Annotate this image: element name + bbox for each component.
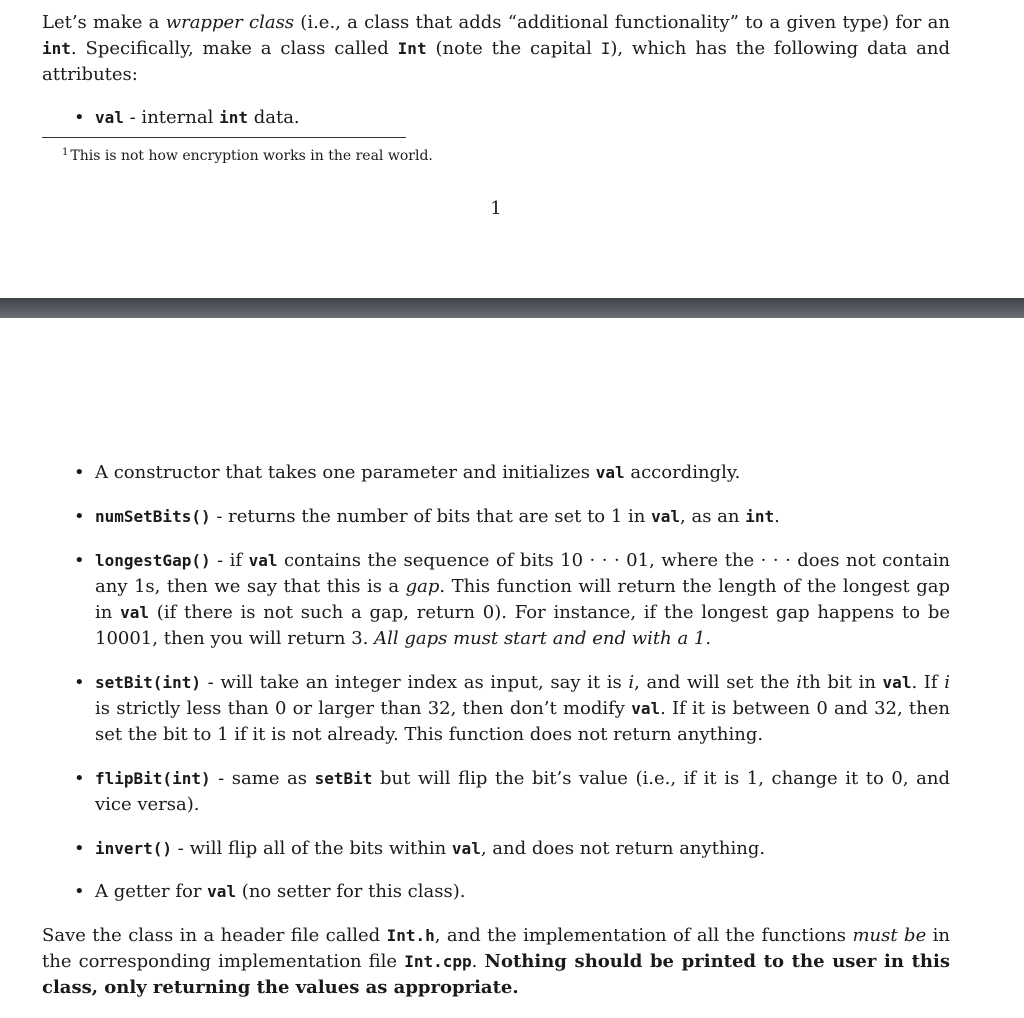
footnote: $^1$ This is not how encryption works in the real world. bbox=[62, 147, 433, 164]
bullet-getter: A getter for val (no setter for this class). bbox=[95, 881, 466, 902]
footnote-rule bbox=[42, 137, 406, 138]
bullet-longestgap: longestGap() - if val contains the sequence of bits 10 · · · 01, where the · · · does not contain any 1s, then we say that this is a gap. This function will return the length of the longest gap in val (if there is not such a gap, return 0). For instance, if the longest gap happens to be 10001, then you will return 3. All gaps must start and end with a 1. bbox=[95, 550, 950, 649]
bullet-flipbit: flipBit(int) - same as setBit but will flip the bit’s value (i.e., if it is 1, change it to 0, and vice versa). bbox=[95, 768, 950, 815]
bullet-marker: • bbox=[74, 881, 85, 902]
bullet-numsetbits: numSetBits() - returns the number of bits that are set to 1 in val, as an int. bbox=[95, 506, 780, 527]
bullet-marker: • bbox=[74, 550, 85, 571]
bullet-val: val - internal int data. bbox=[95, 107, 300, 128]
bullet-constructor: A constructor that takes one parameter and initializes val accordingly. bbox=[95, 462, 741, 483]
bullet-marker: • bbox=[74, 672, 85, 693]
bullet-marker: • bbox=[74, 838, 85, 859]
bullet-marker: • bbox=[74, 768, 85, 789]
bullet-marker: • bbox=[74, 107, 85, 128]
bullet-marker: • bbox=[74, 462, 85, 483]
page-bottom bbox=[0, 318, 1024, 1018]
intro-paragraph: Let’s make a wrapper class (i.e., a class that adds “additional functionality” to a given type) for an int. Specifically, make a class called Int (note the capital I), which has the following data and attributes: bbox=[42, 12, 950, 85]
bullet-marker: • bbox=[74, 506, 85, 527]
page-number: 1 bbox=[490, 198, 502, 219]
save-paragraph: Save the class in a header file called Int.h, and the implementation of all the functions must be in the corresponding implementation file Int.cpp. Nothing should be printed to the user in this class, only returning the values as appropriate. bbox=[42, 925, 950, 998]
page-separator bbox=[0, 298, 1024, 318]
bullet-setbit: setBit(int) - will take an integer index as input, say it is i, and will set the ith bit in val. If i is strictly less than 0 or larger than 32, then don’t modify val. If it is between 0 and 32, then set the bit to 1 if it is not already. This function does not return anything. bbox=[95, 672, 951, 745]
bullet-invert: invert() - will flip all of the bits within val, and does not return anything. bbox=[95, 838, 766, 859]
page-top bbox=[0, 0, 1024, 298]
